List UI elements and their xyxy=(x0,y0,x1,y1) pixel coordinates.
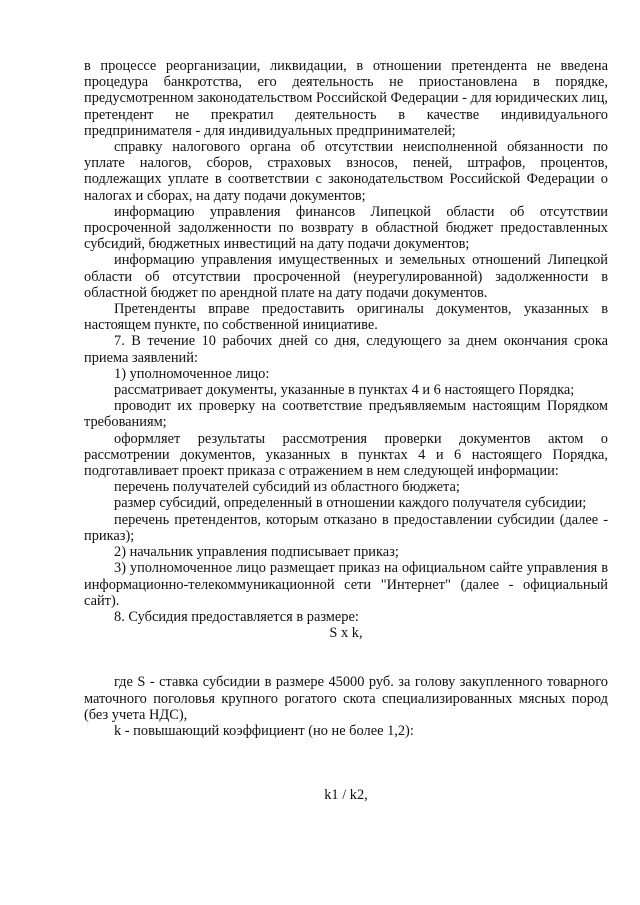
spacer xyxy=(84,641,608,674)
paragraph: k - повышающий коэффициент (но не более 1,2): xyxy=(114,722,414,739)
paragraph: в процессе реорганизации, ликвидации, в отношении претендента не введена процедура банкротства, его деятельность не приостановлена в порядке, предусмотренном законодательством Российской Федерации - для юридических лиц, претендент не прекратил деятельность в качестве индивидуального предпринимателя - для индивидуальных предпринимателей; xyxy=(84,58,608,139)
paragraph: справку налогового органа об отсутствии неисполненной обязанности по уплате налогов, сборов, страховых взносов, пеней, штрафов, процентов, подлежащих уплате в соответствии с законодательством Российской Федерации о налогах и сборах, на дату подачи документов; xyxy=(84,139,608,204)
paragraph: Претенденты вправе предоставить оригиналы документов, указанных в настоящем пункте, по собственной инициативе. xyxy=(84,301,608,334)
paragraph: 3) уполномоченное лицо размещает приказ на официальном сайте управления в информационно-телекоммуникационной сети "Интернет" (далее - официальный сайт). xyxy=(84,560,608,609)
paragraph: 1) уполномоченное лицо: xyxy=(114,365,270,382)
paragraph: проводит их проверку на соответствие предъявляемым настоящим Порядком требованиям; xyxy=(84,398,608,431)
document-body xyxy=(84,58,608,803)
paragraph: перечень получателей субсидий из областного бюджета; xyxy=(114,479,460,496)
paragraph: перечень претендентов, которым отказано в предоставлении субсидии (далее - приказ); xyxy=(84,511,608,544)
paragraph: информацию управления финансов Липецкой области об отсутствии просроченной задолженности по возврату в областной бюджет предоставленных субсидий, бюджетных инвестиций на дату подачи документов; xyxy=(84,203,608,253)
paragraph: где S - ставка субсидии в размере 45000 руб. за голову закупленного товарного маточного поголовья крупного рогатого скота специализированных мясных пород (без учета НДС), xyxy=(84,674,608,723)
paragraph: 2) начальник управления подписывает приказ; xyxy=(114,544,399,561)
paragraph: рассматривает документы, указанные в пунктах 4 и 6 настоящего Порядка; xyxy=(114,382,575,399)
paragraph: оформляет результаты рассмотрения проверки документов актом о рассмотрении документов, указанных в пунктах 4 и 6 настоящего Порядка, подготавливает проект приказа с отражением в нем следующей информации: xyxy=(84,430,608,480)
formula: k1 / k2, xyxy=(324,787,368,804)
paragraph: информацию управления имущественных и земельных отношений Липецкой области об отсутствии просроченной (неурегулированной) задолженности в областной бюджет по арендной плате на дату подачи документов. xyxy=(84,252,608,301)
paragraph: размер субсидий, определенный в отношении каждого получателя субсидии; xyxy=(114,495,587,512)
formula: S x k, xyxy=(329,625,363,642)
spacer xyxy=(84,739,608,787)
paragraph: 7. В течение 10 рабочих дней со дня, следующего за днем окончания срока приема заявлений: xyxy=(84,333,608,366)
paragraph: 8. Субсидия предоставляется в размере: xyxy=(114,608,359,625)
